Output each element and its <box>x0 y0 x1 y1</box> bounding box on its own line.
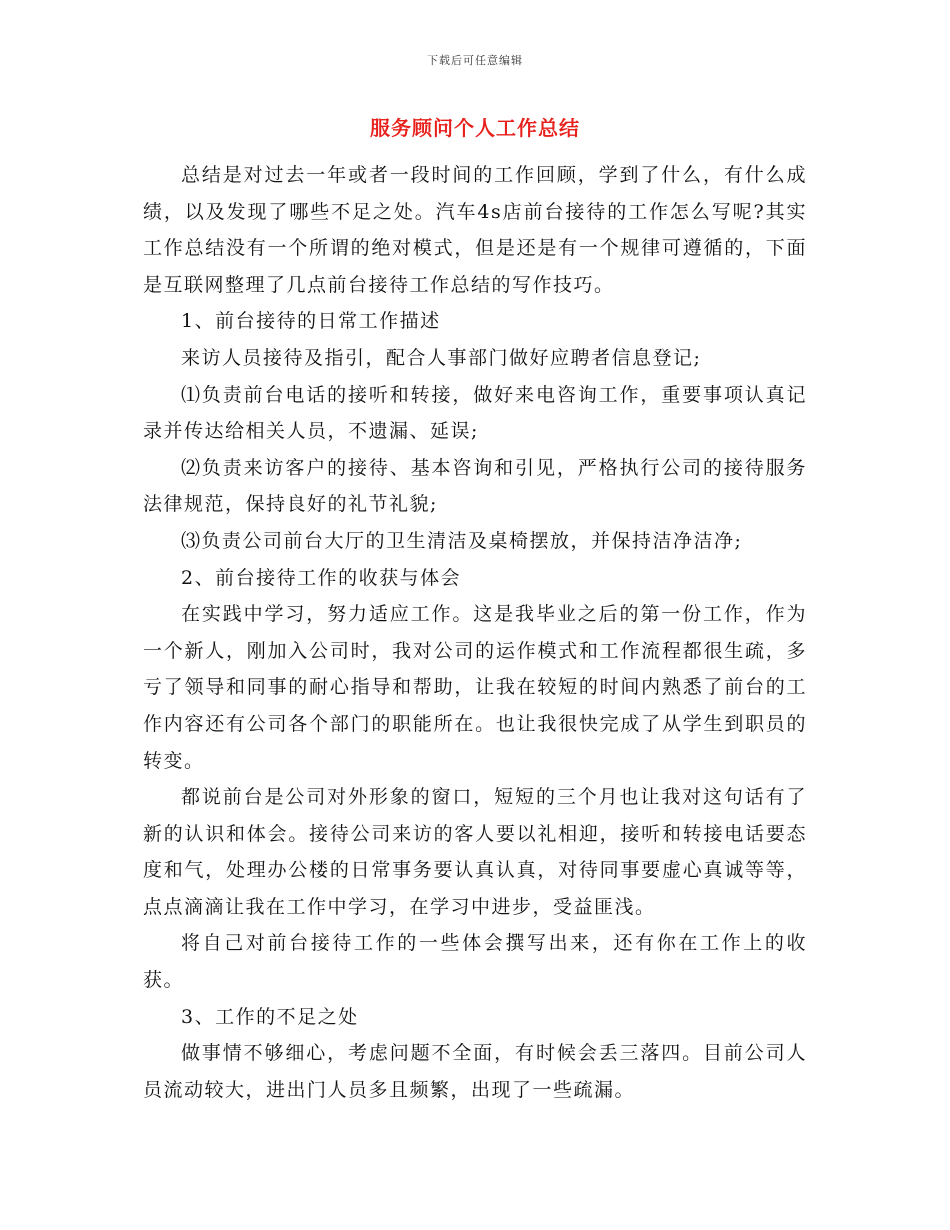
section-heading-3: 3、工作的不足之处 <box>181 1005 359 1028</box>
section-heading-2: 2、前台接待工作的收获与体会 <box>181 566 462 589</box>
paragraph: 在实践中学习，努力适应工作。这是我毕业之后的第一份工作，作为一个新人，刚加入公司时，我对公司的运作模式和工作流程都很生疏，多亏了领导和同事的耐心指导和帮助，让我在较短的时间内熟悉了前台的工作内容还有公司各个部门的职能所在。也让我很快完成了从学生到职员的转变。 <box>143 603 807 772</box>
paragraph: 将自己对前台接待工作的一些体会撰写出来，还有你在工作上的收获。 <box>143 932 807 992</box>
paragraph: 都说前台是公司对外形象的窗口，短短的三个月也让我对这句话有了新的认识和体会。接待公司来访的客人要以礼相迎，接听和转接电话要态度和气，处理办公楼的日常事务要认真认真，对待同事要虚心真诚等等，点点滴滴让我在工作中学习，在学习中进步，受益匪浅。 <box>143 786 807 918</box>
list-item: ⑵负责来访客户的接待、基本咨询和引见，严格执行公司的接待服务法律规范，保持良好的礼节礼貌; <box>143 456 807 516</box>
list-item: ⑴负责前台电话的接听和转接，做好来电咨询工作，重要事项认真记录并传达给相关人员，不遗漏、延误; <box>143 383 807 443</box>
paragraph-intro: 总结是对过去一年或者一段时间的工作回顾，学到了什么，有什么成绩，以及发现了哪些不足之处。汽车4s店前台接待的工作怎么写呢?其实工作总结没有一个所谓的绝对模式，但是还是有一个规律可遵循的，下面是互联网整理了几点前台接待工作总结的写作技巧。 <box>143 164 807 296</box>
document-body <box>143 157 807 1108</box>
list-item: ⑶负责公司前台大厅的卫生清洁及桌椅摆放，并保持洁净洁净; <box>181 529 743 552</box>
paragraph: 来访人员接待及指引，配合人事部门做好应聘者信息登记; <box>181 346 702 369</box>
paragraph: 做事情不够细心，考虑问题不全面，有时候会丢三落四。目前公司人员流动较大，进出门人员多且频繁，出现了一些疏漏。 <box>143 1042 807 1101</box>
section-heading-1: 1、前台接待的日常工作描述 <box>181 310 441 333</box>
document-title: 服务顾问个人工作总结 <box>370 116 580 140</box>
header-note: 下载后可任意编辑 <box>427 54 523 67</box>
